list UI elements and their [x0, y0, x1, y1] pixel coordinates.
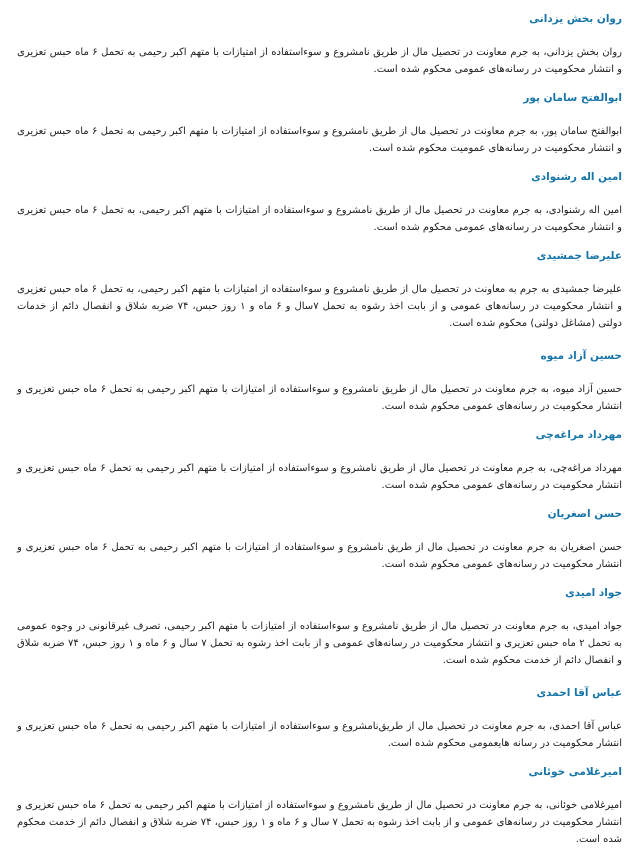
entry-3	[17, 164, 622, 243]
entry-2	[17, 85, 622, 164]
entry-name: علیرضا جمشیدی	[536, 250, 622, 262]
entry-7	[17, 501, 622, 580]
entry-text: عباس آقا احمدی، به جرم معاونت در تحصیل مال از طریق‌نامشروع و سوءاستفاده از امتیازات با متهم اکبر رحیمی به تحمل ۶ ماه حبس تعزیری و انتشار محکومیت در رسانه هایعمومی محکوم شده است.	[17, 721, 622, 750]
entry-name: ابوالفتح سامان پور	[523, 92, 622, 104]
entry-1	[17, 6, 622, 85]
entry-text: ابوالفتح سامان پور، به جرم معاونت در تحصیل مال از طریق نامشروع و سوءاستفاده از امتیازات با متهم اکبر رحیمی به تحمل ۶ ماه حبس تعزیری و انتشار محکومیت در رسانه‌های عمومیت محکوم شده است.	[17, 126, 622, 155]
entry-text: حسن اصغریان به جرم معاونت در تحصیل مال از طریق نامشروع و سوءاستفاده از امتیازات با متهم اکبر رحیمی به تحمل ۶ ماه حبس تعزیری و انتشار محکومیت در رسانه‌های عمومی محکوم شده است.	[17, 542, 622, 571]
entry-name: روان بخش یزدانی	[529, 13, 622, 25]
entry-text: حسین آزاد میوه، به جرم معاونت در تحصیل مال از طریق نامشروع و سوءاستفاده از امتیازات با متهم اکبر رحیمی به تحمل ۶ ماه حبس تعزیری و انتشار محکومیت در رسانه‌های عمومی محکوم شده است.	[17, 384, 622, 413]
entry-name: امیرغلامی خوئانی	[528, 766, 622, 778]
entry-6	[17, 422, 622, 501]
entry-name: مهرداد مراغه‌چی	[535, 429, 622, 441]
entry-text: امیرغلامی خوئانی، به جرم معاونت در تحصیل مال از طریق نامشروع و سوءاستفاده از امتیازات با متهم اکبر رحیمی به تحمل ۶ ماه حبس تعزیری و انتشار محکومیت در رسانه‌های عمومی و از بابت اخذ رشوه به تحمل ۷ سال و ۶ ماه و ۱ روز حبس، ۷۴ ضربه شلاق و انفصال دائم از خدمت محکوم شده است.	[17, 800, 623, 846]
entry-text: امین اله رشنوادی، به جرم معاونت در تحصیل مال از طریق نامشروع و سوءاستفاده از امتیازات با متهم اکبر رحیمی، به تحمل ۶ ماه حبس تعزیری و انتشار محکومیت در رسانه‌های عمومی محکوم شده است.	[17, 205, 622, 234]
entry-4	[17, 243, 622, 343]
entry-10	[17, 759, 622, 859]
entry-8	[17, 580, 622, 680]
entry-name: عباس آقا احمدی	[536, 687, 622, 699]
entry-name: امین اله رشنوادی	[531, 171, 622, 183]
entry-text: جواد امیدی، به جرم معاونت در تحصیل مال از طریق نامشروع و سوءاستفاده از امتیازات با متهم اکبر رحیمی، تصرف غیرقانونی در وجوه عمومی به تحمل ۲ ماه حبس تعزیری و انتشار محکومیت در رسانه‌های عمومی و از بابت اخذ رشوه به تحمل ۷ سال و ۶ ماه و ۱ روز حبس، ۷۴ ضربه شلاق و انفصال دائم از خدمت محکوم شده است.	[17, 621, 622, 667]
entry-name: جواد امیدی	[565, 587, 622, 599]
entry-9	[17, 680, 622, 759]
entry-text: روان بخش یزدانی، به جرم معاونت در تحصیل مال از طریق نامشروع و سوءاستفاده از امتیازات با متهم اکبر رحیمی به تحمل ۶ ماه حبس تعزیری و انتشار محکومیت در رسانه‌های عمومی محکوم شده است.	[17, 47, 622, 76]
entry-text: مهرداد مراغه‌چی، به جرم معاونت در تحصیل مال از طریق نامشروع و سوءاستفاده از امتیازات با متهم اکبر رحیمی به تحمل ۶ ماه حبس تعزیری و انتشار محکومیت در رسانه‌های عمومی محکوم شده است.	[17, 463, 622, 492]
entry-5	[17, 343, 622, 422]
entry-text: علیرضا جمشیدی به جرم به معاونت در تحصیل مال از طریق نامشروع و سوءاستفاده از امتیازات با متهم اکبر رحیمی، به تحمل ۶ ماه حبس تعزیری و انتشار محکومیت در رسانه‌های عمومی و از بابت اخذ رشوه به تحمل ۷سال و ۶ ماه و ۱ روز حبس، ۷۴ ضربه شلاق و انفصال دائم از خدمات دولتی (مشاغل دولتی) محکوم شده است.	[17, 284, 623, 330]
entry-name: حسین آزاد میوه	[540, 350, 622, 362]
entry-name: حسن اصغریان	[547, 508, 622, 520]
